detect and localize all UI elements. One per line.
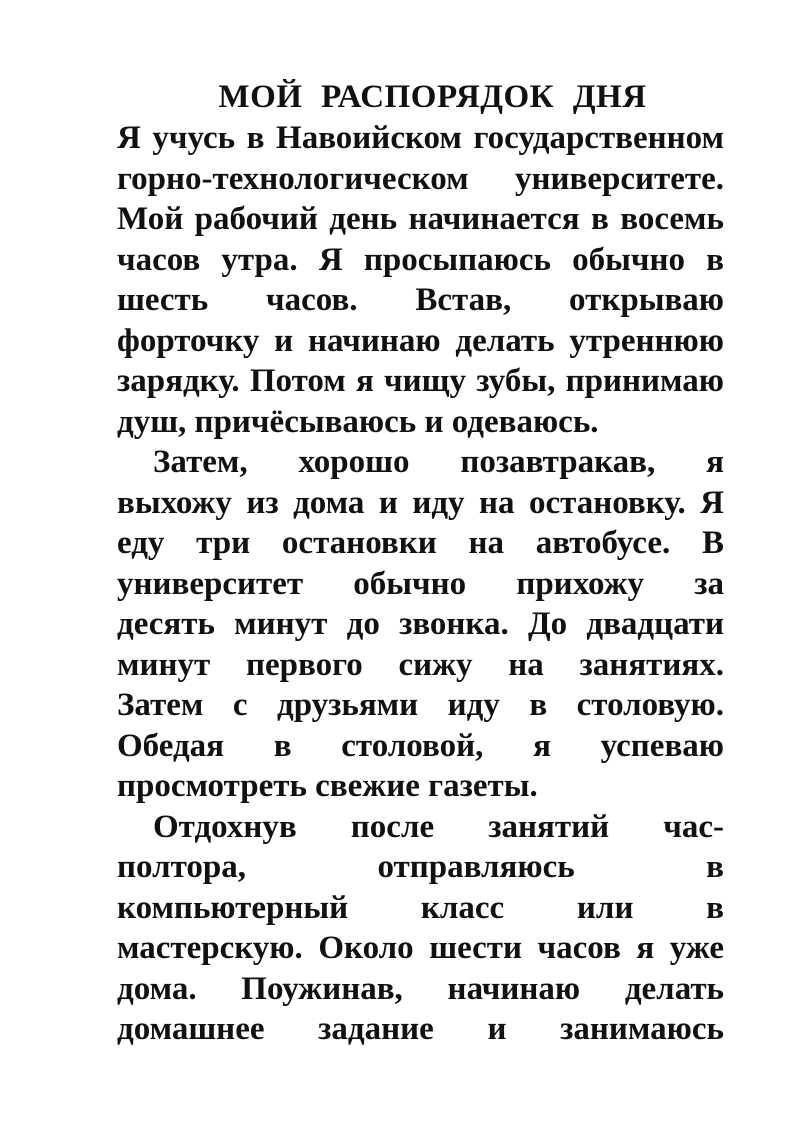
text-line: горно-технологическом университете. [117, 160, 724, 197]
text-line: зарядку. Потом я чищу зубы, принимаю [117, 363, 724, 399]
text-line: минут первого сижу на занятиях. [117, 646, 724, 683]
text-line: душ, причёсываюсь и одеваюсь. [117, 403, 599, 440]
text-line: дома. Поужинав, начинаю делать [117, 970, 724, 1007]
text-line: десять минут до звонка. До двадцати [117, 606, 724, 642]
text-line: Затем, хорошо позавтракав, я [153, 444, 724, 480]
paragraph-3 [117, 807, 724, 1050]
text-line: домашнее задание и занимаюсь [117, 1011, 724, 1047]
text-line: Затем с друзьями иду в столовую. [117, 687, 724, 723]
document-title: МОЙ РАСПОРЯДОК ДНЯ [218, 79, 647, 115]
text-line: полтора, отправляюсь в [117, 849, 724, 885]
text-line: университет обычно прихожу за [117, 565, 724, 602]
paragraph-1 [117, 118, 724, 442]
text-line: часов утра. Я просыпаюсь обычно в [117, 241, 724, 278]
text-line: Я учусь в Навоийском государственном [117, 120, 724, 156]
text-line: компьютерный класс или в [117, 889, 724, 926]
text-line: Обедая в столовой, я успеваю [117, 727, 724, 764]
text-line: Отдохнув после занятий час- [153, 808, 724, 845]
text-line: Мой рабочий день начинается в восемь [117, 201, 724, 237]
document-page [117, 76, 724, 1050]
text-line: просмотреть свежие газеты. [117, 768, 538, 804]
text-line: выхожу из дома и иду на остановку. Я [117, 484, 724, 521]
text-line: еду три остановки на автобусе. В [117, 525, 724, 561]
paragraph-2 [117, 442, 724, 807]
text-line: мастерскую. Около шести часов я уже [117, 930, 724, 966]
text-line: форточку и начинаю делать утреннюю [117, 322, 724, 359]
text-line: шесть часов. Встав, открываю [117, 282, 724, 318]
